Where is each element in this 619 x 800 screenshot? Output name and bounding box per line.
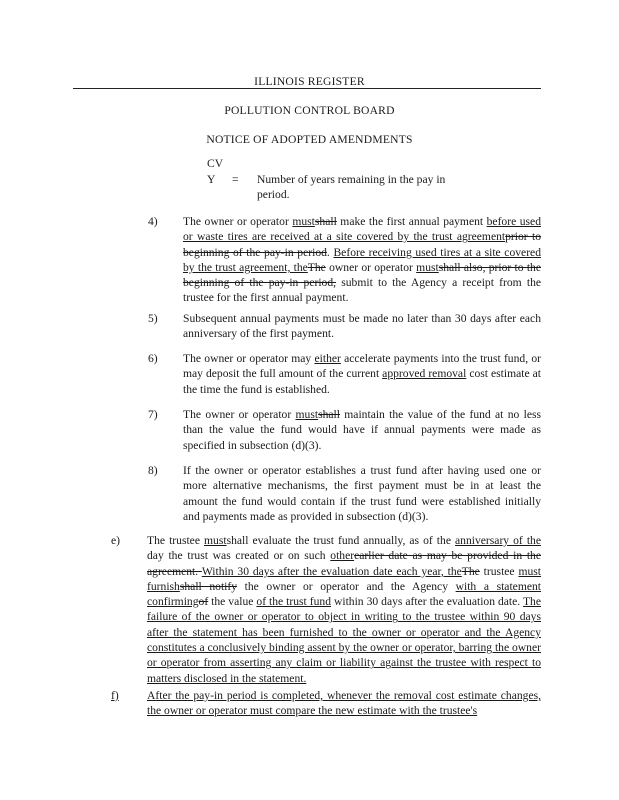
item-e-inserted-text: of the trust fund <box>256 595 331 609</box>
item-4-text: owner or operator <box>325 260 417 274</box>
item-4-deleted-text: prior to beginning of the pay-in period <box>183 230 541 259</box>
item-7-text: maintain the value of the fund at no less than the value the fund would have if annual payments were made as specified in subsection (d)(3). <box>183 408 541 452</box>
item-7-number: 7) <box>148 408 158 421</box>
item-4-inserted-text: must <box>416 260 439 274</box>
item-4-paragraph <box>183 214 541 306</box>
item-e-inserted-text: must furnish <box>147 564 541 593</box>
definition-variable-y: Y <box>207 173 216 186</box>
item-e-deleted-text: earlier date as may be provided in the agreement. <box>147 549 541 578</box>
item-4-deleted-text: shall <box>314 215 337 228</box>
item-7-inserted-text: must <box>295 408 319 421</box>
item-6-number: 6) <box>148 352 158 365</box>
item-e-text: day the trust was created or on such <box>147 549 331 563</box>
item-6-inserted-text: approved removal <box>382 367 467 381</box>
item-e-deleted-text: The <box>461 564 480 578</box>
item-e-text: trustee <box>479 564 519 578</box>
item-e-inserted-text: anniversary of the <box>455 534 541 547</box>
definition-text <box>257 172 457 203</box>
notice-heading: NOTICE OF ADOPTED AMENDMENTS <box>206 133 413 146</box>
item-4-inserted-text: before used or waste tires are received at a site covered by the trust agreement <box>183 215 541 244</box>
item-6-paragraph <box>183 351 541 397</box>
item-4-text: make the first annual payment <box>336 215 487 228</box>
item-6-text: cost estimate at the time the fund is established. <box>183 367 541 396</box>
item-7-deleted-text: shall <box>318 408 340 421</box>
item-6-text: accelerate payments into the trust fund, or may deposit the full amount of the current <box>183 352 541 381</box>
definition-equals: = <box>232 173 239 186</box>
definition-variable-cv: CV <box>207 157 224 170</box>
header-rule <box>73 88 541 89</box>
item-f-paragraph <box>147 688 541 719</box>
definition-text-line1: Number of years remaining in the pay in <box>257 173 446 186</box>
item-4-inserted-text: must <box>292 215 315 228</box>
item-7-text: The owner or operator <box>183 408 296 421</box>
item-5-paragraph: Subsequent annual payments must be made no later than 30 days after each anniversary of the first payment. <box>183 312 541 341</box>
item-e-inserted-text: The failure of the owner or operator to object in writing to the trustee within 90 days after the statement has been furnished to the owner or operator and the Agency constitutes a conclusively binding assent by the owner or operator, barring the owner or operator from asserting any claim or liability against the trustee with respect to matters disclosed in the statement. <box>147 595 541 685</box>
item-6-text: The owner or operator may <box>183 352 315 365</box>
item-4-text: . <box>326 245 334 259</box>
item-e-text: within 30 days after the evaluation date. <box>331 595 523 609</box>
item-e-paragraph <box>147 533 541 686</box>
item-e-text: the value <box>208 595 257 609</box>
item-4-text: The owner or operator <box>183 215 293 228</box>
item-f-number-text: f) <box>111 689 119 702</box>
item-7-paragraph <box>183 407 541 453</box>
item-8-paragraph: If the owner or operator establishes a trust fund after having used one or more alternative mechanisms, the first payment must be in at least the amount the fund would contain if the trust fund were established initially and payments made as provided in subsection (d)(3). <box>183 464 541 523</box>
item-6-inserted-text: either <box>314 352 341 365</box>
item-e-inserted-text: must <box>204 534 227 547</box>
item-e-text: The trustee <box>147 534 205 547</box>
item-8-number: 8) <box>148 464 158 477</box>
item-f-inserted-text: After the pay-in period is completed, whenever the removal cost estimate changes, the owner or operator must compare the new estimate with the trustee's <box>147 689 541 718</box>
item-e-text: the owner or operator and the Agency <box>237 579 456 593</box>
item-4-deleted-text: shall also, prior to the beginning of the pay-in period, <box>183 260 541 290</box>
item-e-inserted-text: Within 30 days after the evaluation date each year, the <box>201 564 462 578</box>
item-4-inserted-text: Before receiving used tires at a site covered by the trust agreement, the <box>183 245 541 274</box>
register-heading: ILLINOIS REGISTER <box>254 75 365 88</box>
definition-text-line2: period. <box>257 188 290 202</box>
item-e-number: e) <box>111 534 121 547</box>
board-heading: POLLUTION CONTROL BOARD <box>224 104 395 117</box>
item-4-deleted-text: The <box>307 260 326 274</box>
item-4-number: 4) <box>148 215 158 228</box>
item-e-deleted-text: of <box>198 595 209 609</box>
item-e-inserted-text: with a statement confirming <box>147 579 541 609</box>
item-f-number <box>111 688 119 703</box>
item-e-deleted-text: shall notify <box>179 579 238 593</box>
item-4-text: submit to the Agency a receipt from the trustee for the first annual payment. <box>183 276 542 305</box>
item-e-inserted-text: other <box>330 549 355 563</box>
item-e-text: shall evaluate the trust fund annually, as of the <box>226 534 456 547</box>
item-5-number: 5) <box>148 312 158 325</box>
